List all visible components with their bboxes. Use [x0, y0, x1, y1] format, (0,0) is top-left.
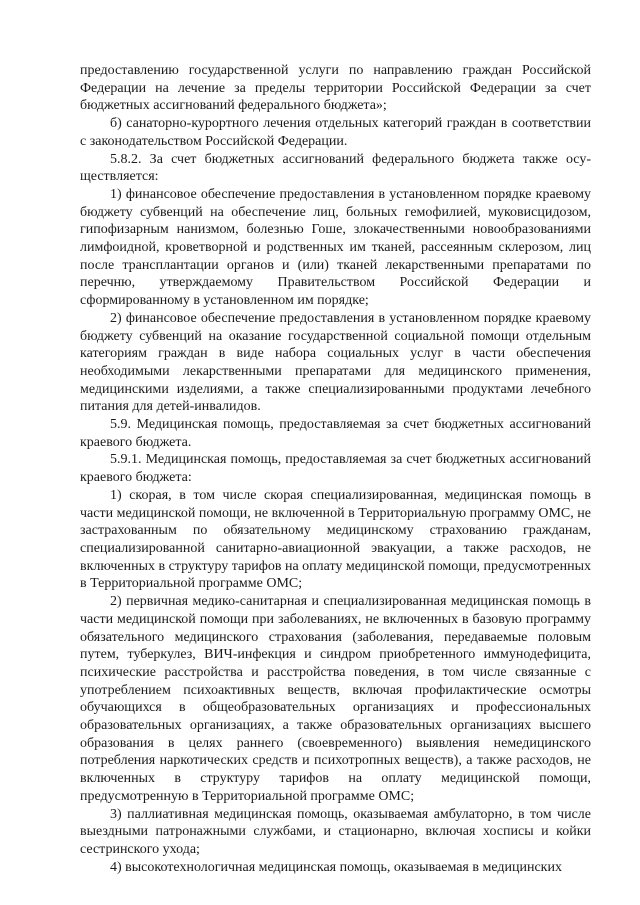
paragraph-5-9-1-item-1: 1) скорая, в том числе скорая специализированная, медицинская помощь в части медицинской помощи, не включенной в Территориальную программу ОМС, не застрахованным по обязательному медицинскому страхованию гражданам, специализированной санитарно-авиационной эвакуации, а также расходов, не включенных в структуру тарифов на оплату медицинской помощи, предусмотренных в Территориальной программе ОМС;: [80, 487, 591, 592]
paragraph-5-8-2: 5.8.2. За счет бюджетных ассигнований федерального бюджета также осуществляется:: [80, 151, 591, 185]
paragraph-5-8-2-item-1: 1) финансовое обеспечение предоставления в установленном порядке краевому бюджету субвенций на обеспечение лиц, больных гемофилией, муковисцидозом, гипофизарным нанизмом, болезнью Гоше, злокачественными новообразованиями лимфоидной, кроветворной и родственных им тканей, рассеянным склерозом, лиц после трансплантации органов и (или) тканей лекарственными препаратами по перечню, утверждаемому Правительством Российской Федерации и сформированному в установленном им порядке;: [80, 186, 591, 309]
paragraph-5-9-1-item-2: 2) первичная медико-санитарная и специализированная медицинская помощь в части медицинской помощи при заболеваниях, не включенных в базовую программу обязательного медицинского страхования (заболевания, передаваемые половым путем, туберкулез, ВИЧ-инфекция и синдром приобретенного иммунодефицита, психические расстройства и расстройства поведения, в том числе связанные с употреблением психоактивных веществ, включая профилактические осмотры обучающихся в общеобразовательных организациях и профессиональных образовательных организациях, а также образовательных организациях высшего образования в целях раннего (своевременного) выявления немедицинского потребления наркотических средств и психотропных веществ), а также расходов, не включенных в структуру тарифов на оплату медицинской помощи, предусмотренную в Территориальной программе ОМС;: [80, 594, 591, 804]
paragraph-5-9: 5.9. Медицинская помощь, предоставляемая за счет бюджетных ассигнований краевого бюджета.: [80, 417, 591, 450]
paragraph-continuation: предоставлению государственной услуги по направлению граждан Российской Федерации на лечение за пределы территории Российской Федерации за счет бюджетных ассигнований федерального бюджета»;: [80, 63, 591, 114]
paragraph-5-9-1: 5.9.1. Медицинская помощь, предоставляемая за счет бюджетных ассигнований краевого бюджета:: [80, 452, 591, 486]
paragraph-5-9-1-item-3: 3) паллиативная медицинская помощь, оказываемая амбулаторно, в том числе выездными патронажными службами, и стационарно, включая хосписы и койки сестринского ухода;: [80, 806, 591, 857]
paragraph-item-b: б) санаторно-курортного лечения отдельных категорий граждан в соответствии с законодательством Российской Федерации.: [80, 116, 591, 149]
paragraph-5-9-1-item-4: 4) высокотехнологичная медицинская помощь, оказываемая в медицинских: [110, 859, 562, 875]
paragraph-5-8-2-item-2: 2) финансовое обеспечение предоставления в установленном порядке краевому бюджету субвенций на оказание государственной социальной помощи отдельным категориям граждан в виде набора социальных услуг в части обеспечения необходимыми лекарственными препаратами для медицинского применения, медицинскими изделиями, а также специализированными продуктами лечебного питания для детей-инвалидов.: [80, 310, 591, 415]
